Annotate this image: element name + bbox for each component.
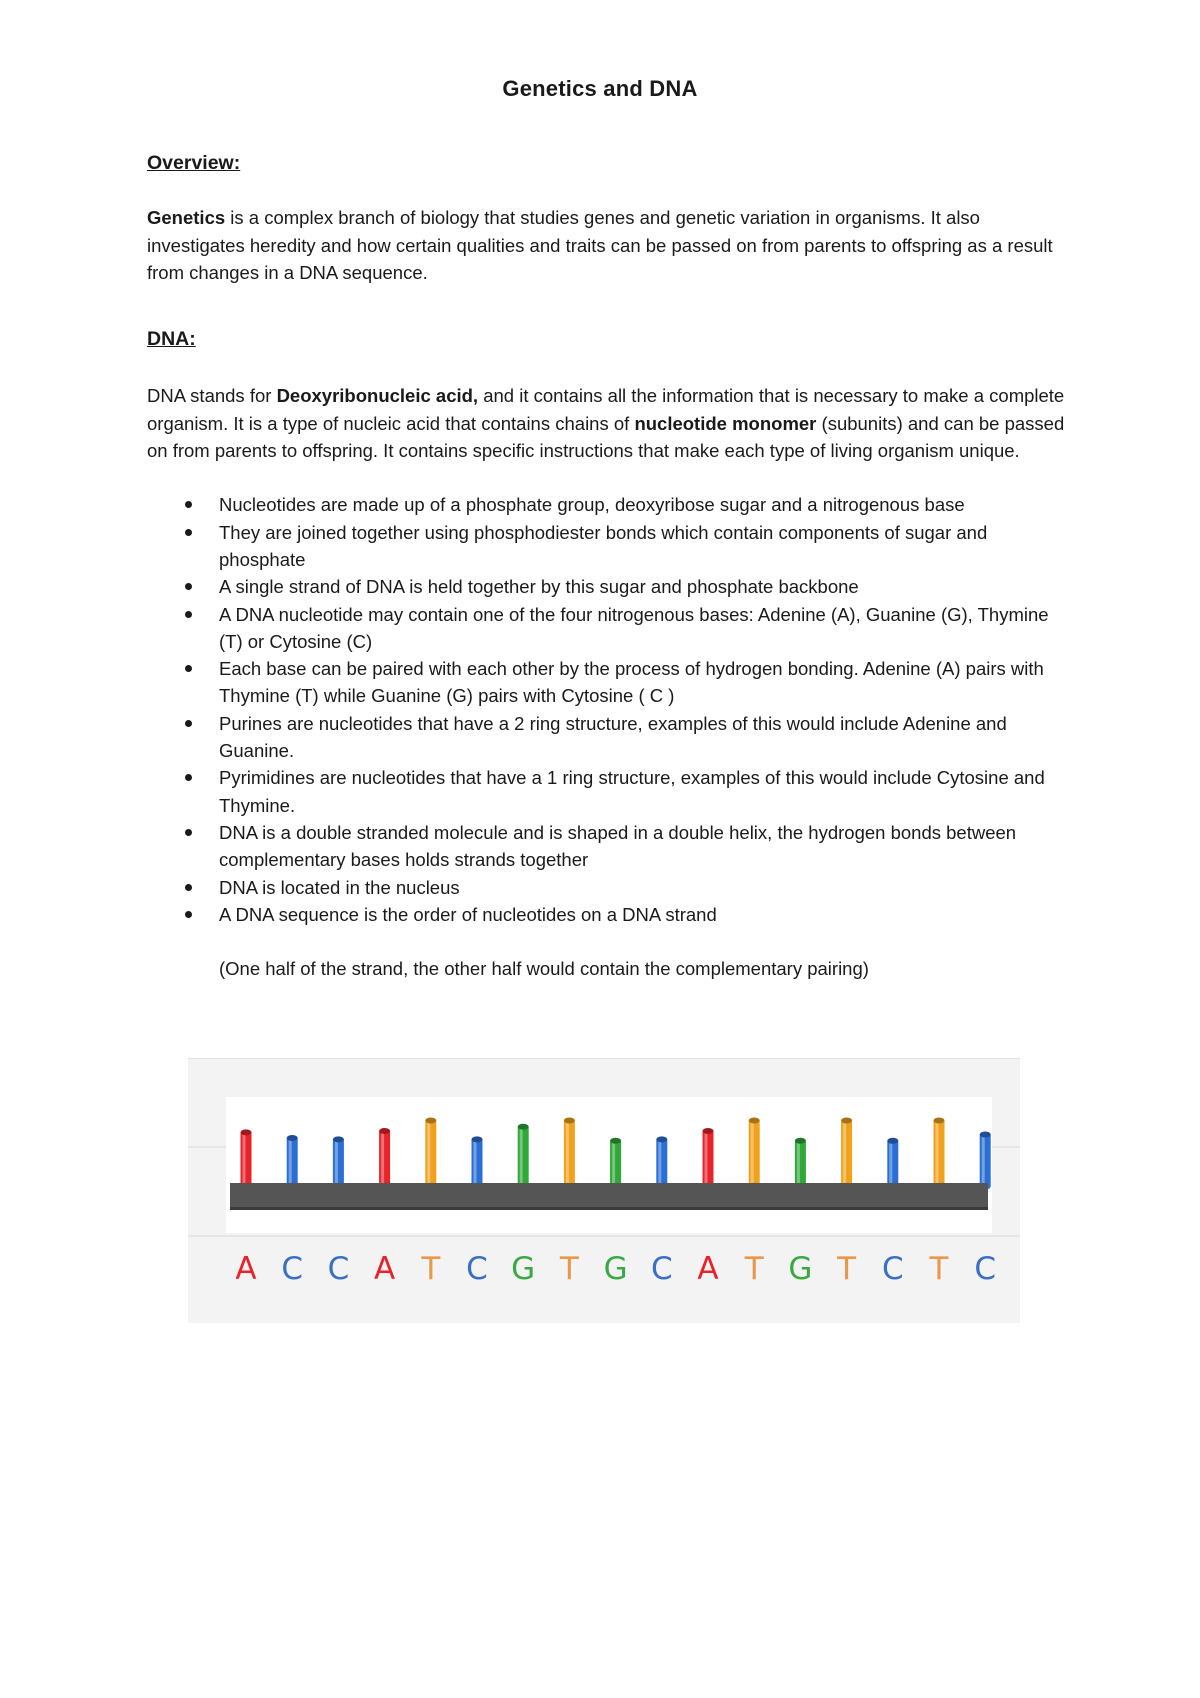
overview-paragraph bbox=[147, 204, 1067, 286]
bullet-text: Nucleotides are made up of a phosphate group, deoxyribose sugar and a nitrogenous base bbox=[219, 494, 965, 516]
base-letter-G: G bbox=[788, 1251, 813, 1287]
bullet-item bbox=[147, 710, 1067, 765]
nucleotide-bar-A bbox=[703, 1128, 714, 1189]
nucleotide-bar-A bbox=[241, 1129, 252, 1189]
base-letter-C: C bbox=[327, 1251, 350, 1287]
bullet-item bbox=[147, 655, 1067, 710]
dna-strand-figure bbox=[188, 1058, 1020, 1323]
backbone-shadow bbox=[230, 1207, 988, 1210]
overview-term: Genetics bbox=[147, 207, 226, 229]
nucleotide-bar-G bbox=[795, 1138, 806, 1189]
dna-strand-illustration bbox=[188, 1059, 1020, 1323]
dna-heading: DNA: bbox=[147, 328, 196, 351]
page-title: Genetics and DNA bbox=[502, 76, 698, 101]
bullet-text: DNA is located in the nucleus bbox=[219, 876, 460, 898]
nucleotide-bar-G bbox=[610, 1138, 621, 1189]
base-letter-T: T bbox=[837, 1251, 857, 1287]
bullet-icon bbox=[185, 501, 192, 508]
bullet-icon bbox=[185, 529, 192, 536]
bullet-item bbox=[147, 601, 1067, 656]
dna-text-3: (subunits) and can be passed on from parents to offspring. It contains specific instructions that make each type of living organism unique. bbox=[147, 412, 1065, 462]
dna-paragraph bbox=[147, 382, 1067, 464]
base-letter-C: C bbox=[974, 1251, 997, 1287]
base-letter-G: G bbox=[603, 1251, 628, 1287]
overview-heading: Overview: bbox=[147, 152, 241, 174]
base-letter-G: G bbox=[511, 1251, 536, 1287]
bullet-text: A DNA nucleotide may contain one of the four nitrogenous bases: Adenine (A), Guanine (G), Thymine (T) or Cytosine (C) bbox=[219, 603, 1049, 652]
bullet-text: DNA is a double stranded molecule and is shaped in a double helix, the hydrogen bonds between complementary bases holds strands together bbox=[219, 821, 1017, 871]
bullet-icon bbox=[185, 583, 192, 590]
base-letter-T: T bbox=[559, 1251, 579, 1287]
base-letter-A: A bbox=[697, 1251, 719, 1287]
bullet-item bbox=[147, 874, 1067, 901]
document-body bbox=[147, 150, 1067, 982]
dna-text-2: and it contains all the information that is necessary to make a complete organism. It is a type of nucleic acid that contains chains of bbox=[147, 385, 1065, 434]
nucleotide-bar-C bbox=[472, 1136, 483, 1189]
dna-text-1: DNA stands for bbox=[147, 385, 277, 407]
overview-text: is a complex branch of biology that studies genes and genetic variation in organisms. It also investigates heredity and how certain qualities and traits can be passed on from parents to offspring as a result from changes in a DNA sequence. bbox=[147, 207, 1053, 283]
dna-bold-term-1: Deoxyribonucleic acid, bbox=[276, 385, 479, 407]
bullet-item bbox=[147, 901, 1067, 928]
base-letter-C: C bbox=[650, 1251, 673, 1287]
bullet-text: Pyrimidines are nucleotides that have a 1 ring structure, examples of this would include Cytosine and Thymine. bbox=[219, 767, 1045, 816]
bullet-item bbox=[147, 519, 1067, 574]
bullet-icon bbox=[185, 911, 192, 918]
bullet-item bbox=[147, 819, 1067, 874]
nucleotide-bar-C bbox=[287, 1135, 298, 1189]
bullet-icon bbox=[185, 720, 192, 727]
dna-bold-term-2: nucleotide monomer bbox=[634, 412, 817, 434]
nucleotide-bar-C bbox=[656, 1136, 667, 1189]
base-letter-A: A bbox=[373, 1251, 396, 1287]
sugar-phosphate-backbone bbox=[230, 1183, 988, 1209]
nucleotide-bar-A bbox=[379, 1128, 390, 1189]
base-letter-C: C bbox=[881, 1251, 904, 1287]
base-letter-C: C bbox=[466, 1251, 488, 1287]
bullet-icon bbox=[185, 829, 192, 836]
nucleotide-bar-C bbox=[980, 1132, 991, 1190]
nucleotide-bar-G bbox=[518, 1124, 529, 1189]
base-letter-T: T bbox=[744, 1251, 764, 1287]
bullet-item bbox=[147, 764, 1067, 819]
bullet-text: A DNA sequence is the order of nucleotides on a DNA strand bbox=[219, 903, 717, 925]
bullet-item bbox=[147, 491, 1067, 518]
base-letter-C: C bbox=[281, 1251, 304, 1287]
nucleotide-bar-T bbox=[841, 1118, 852, 1190]
bullet-icon bbox=[185, 884, 192, 891]
nucleotide-bar-T bbox=[564, 1118, 575, 1190]
base-letter-A: A bbox=[235, 1251, 257, 1287]
base-letter-T: T bbox=[929, 1251, 949, 1287]
bullet-item bbox=[147, 573, 1067, 600]
strand-note: (One half of the strand, the other half would contain the complementary pairing) bbox=[219, 958, 869, 980]
base-letter-T: T bbox=[421, 1251, 441, 1287]
nucleotide-bar-T bbox=[934, 1118, 945, 1190]
bullet-icon bbox=[185, 611, 192, 618]
dna-bullet-list bbox=[147, 491, 1067, 928]
nucleotide-bar-T bbox=[425, 1118, 436, 1190]
nucleotide-bar-C bbox=[887, 1138, 898, 1189]
bullet-icon bbox=[185, 665, 192, 672]
bullet-text: A single strand of DNA is held together by this sugar and phosphate backbone bbox=[219, 576, 859, 598]
bullet-text: Purines are nucleotides that have a 2 ring structure, examples of this would include Adenine and Guanine. bbox=[219, 712, 1007, 762]
bullet-text: They are joined together using phosphodiester bonds which contain components of sugar and phosphate bbox=[219, 521, 988, 570]
nucleotide-bar-T bbox=[749, 1118, 760, 1190]
nucleotide-bar-C bbox=[333, 1136, 344, 1189]
bullet-text: Each base can be paired with each other by the process of hydrogen bonding. Adenine (A) pairs with Thymine (T) while Guanine (G) pairs with Cytosine ( C ) bbox=[219, 658, 1044, 707]
bullet-icon bbox=[185, 774, 192, 781]
